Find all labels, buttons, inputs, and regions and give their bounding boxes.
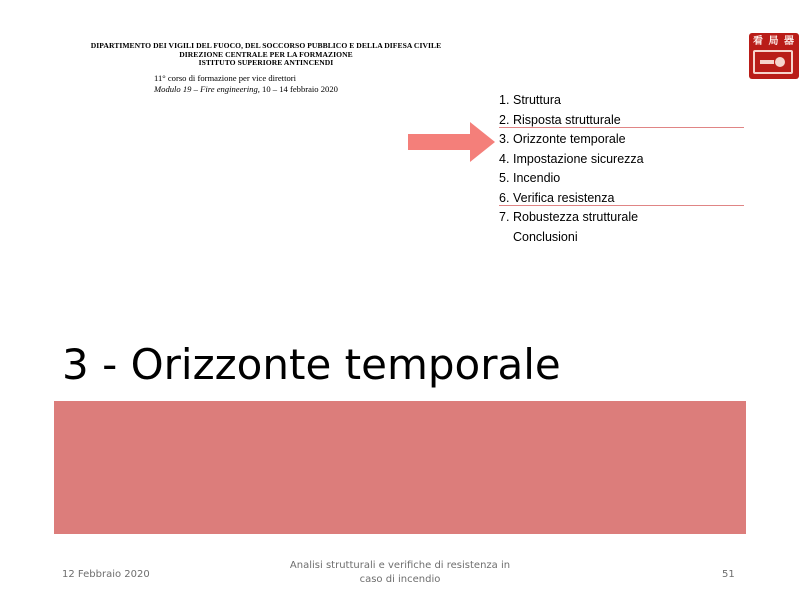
module-dates: 10 – 14 febbraio 2020 bbox=[259, 83, 338, 94]
header-department: DIPARTIMENTO DEI VIGILI DEL FUOCO, DEL SOCCORSO PUBBLICO E DELLA DIFESA CIVILE bbox=[90, 41, 442, 50]
agenda-item: 1. Struttura bbox=[499, 93, 561, 107]
agenda-divider-top bbox=[499, 127, 744, 128]
module-title: Modulo 19 – Fire engineering, bbox=[154, 83, 260, 94]
module-line bbox=[154, 84, 338, 95]
footer-title-line2: caso di incendio bbox=[359, 574, 441, 585]
seal-logo-frame bbox=[753, 50, 793, 74]
course-info bbox=[154, 73, 338, 94]
agenda-list bbox=[499, 91, 644, 247]
agenda-item: 7. Robustezza strutturale bbox=[499, 210, 639, 224]
agenda-divider-bottom bbox=[499, 205, 744, 206]
footer-presentation-title bbox=[270, 559, 530, 587]
footer-page-number: 51 bbox=[722, 569, 735, 580]
agenda-item: 5. Incendio bbox=[499, 171, 561, 185]
slide-title: 3 - Orizzonte temporale bbox=[62, 340, 561, 389]
agenda-item-conclusions: Conclusioni bbox=[513, 229, 578, 244]
institution-header bbox=[56, 42, 476, 68]
footer-date: 12 Febbraio 2020 bbox=[62, 569, 150, 580]
agenda-item: 4. Impostazione sicurezza bbox=[499, 151, 644, 166]
arrow-shape bbox=[408, 122, 495, 162]
seal-logo-text: 看 局 器 bbox=[753, 36, 795, 47]
seal-logo-icon bbox=[749, 33, 799, 79]
course-line: 11° corso di formazione per vice direttori bbox=[154, 73, 296, 83]
agenda-item: 6. Verifica resistenza bbox=[499, 190, 615, 205]
right-arrow-icon bbox=[408, 122, 495, 162]
agenda-item: 2. Risposta strutturale bbox=[499, 112, 621, 127]
agenda-item-current: 3. Orizzonte temporale bbox=[499, 132, 626, 146]
title-color-band bbox=[54, 401, 746, 534]
header-institute: ISTITUTO SUPERIORE ANTINCENDI bbox=[198, 58, 334, 68]
footer-title-line1: Analisi strutturali e verifiche di resistenza in bbox=[289, 560, 511, 571]
header-direction: DIREZIONE CENTRALE PER LA FORMAZIONE bbox=[179, 49, 353, 59]
